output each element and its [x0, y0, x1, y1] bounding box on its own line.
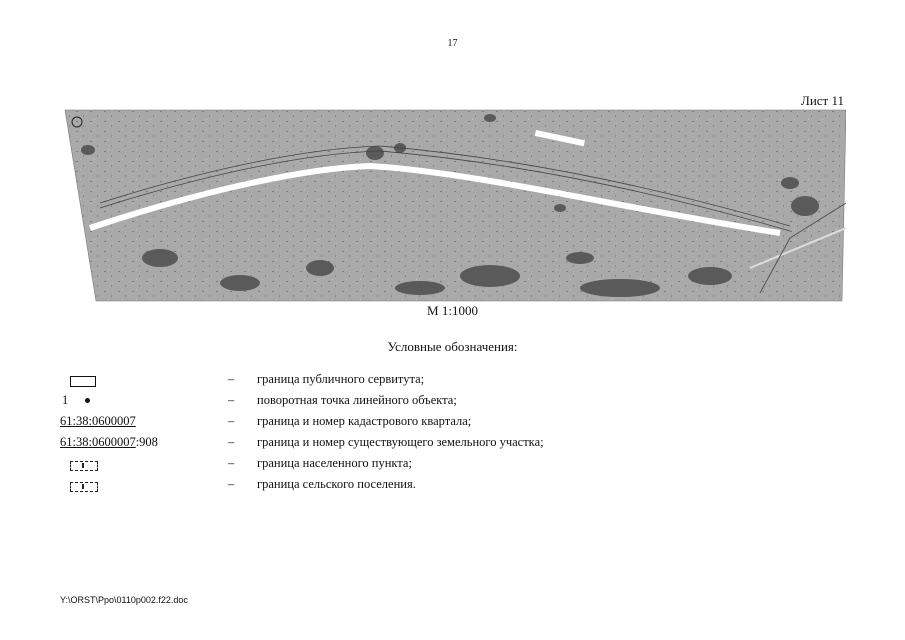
map-scale: М 1:1000	[427, 303, 478, 318]
legend	[60, 372, 760, 498]
legend-text: граница населенного пункта;	[257, 456, 412, 470]
map-image	[60, 108, 846, 304]
legend-item-settlement: – граница населенного пункта;	[60, 456, 760, 477]
land-plot-suffix: :908	[135, 435, 158, 449]
legend-text: граница сельского поселения.	[257, 477, 416, 491]
rural-settlement-boundary-icon	[70, 482, 98, 492]
legend-item-servitude: – граница публичного сервитута;	[60, 372, 760, 393]
sheet-label: Лист 11	[801, 93, 844, 108]
legend-item-rural-settlement: – граница сельского поселения.	[60, 477, 760, 498]
footer-file-path: Y:\ORST\Ppo\0110p002.f22.doc	[60, 595, 188, 605]
legend-title: Условные обозначения:	[387, 339, 518, 354]
point-number: 1	[62, 393, 69, 407]
cadastral-quarter-number: 61:38:0600007	[60, 414, 136, 428]
legend-text: поворотная точка линейного объекта;	[257, 393, 457, 407]
settlement-boundary-icon	[70, 461, 98, 471]
servitude-boundary-icon	[70, 376, 96, 387]
legend-text: граница и номер существующего земельного участка;	[257, 435, 544, 449]
land-plot-quarter: 61:38:0600007	[60, 435, 136, 449]
legend-item-cadastral-quarter: 61:38:0600007 – граница и номер кадастрового квартала;	[60, 414, 472, 428]
legend-text: граница и номер кадастрового квартала;	[257, 414, 472, 428]
legend-item-turning-point: 1 – поворотная точка линейного объекта;	[62, 393, 457, 407]
legend-text: граница публичного сервитута;	[257, 372, 425, 386]
turning-point-icon	[85, 398, 90, 403]
page-number: 17	[447, 38, 458, 49]
legend-item-land-plot: 61:38:0600007:908 – граница и номер существующего земельного участка;	[60, 435, 544, 449]
